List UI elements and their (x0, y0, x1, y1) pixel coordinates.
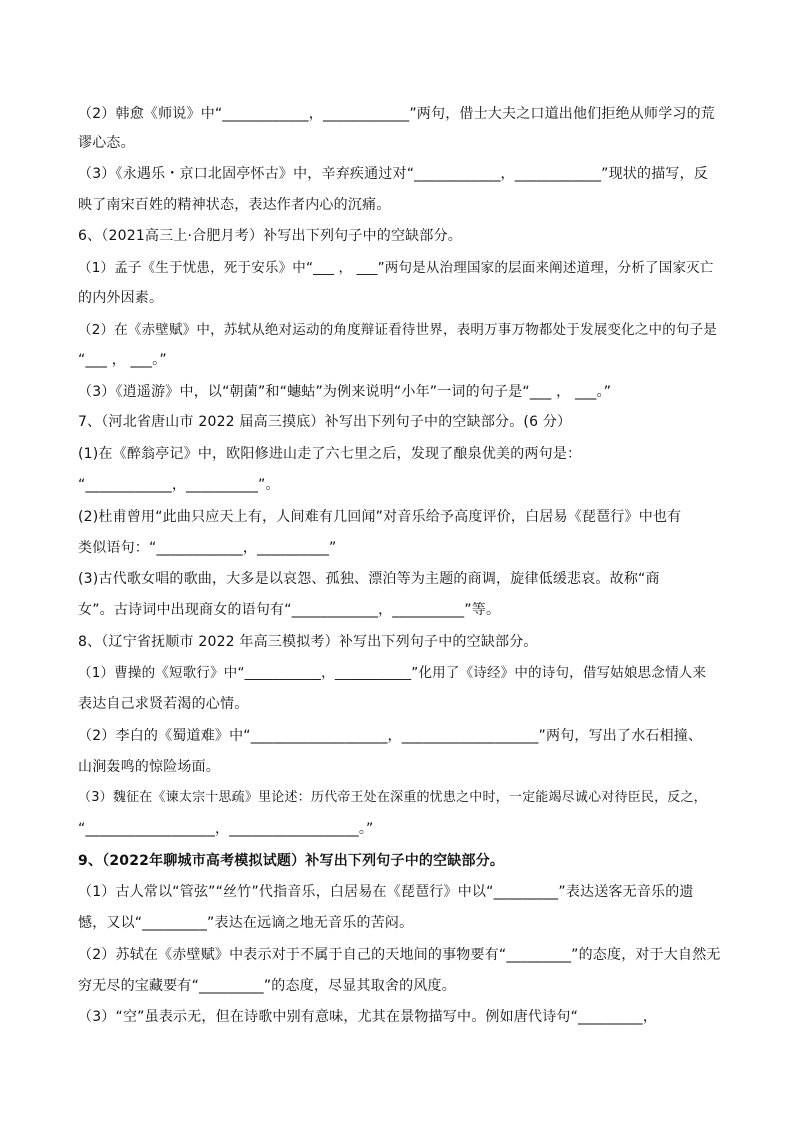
q6-item-2-line-2: “___ ， ___。” (78, 352, 167, 368)
q6-item-1-line-2: 的内外因素。 (78, 290, 164, 306)
q7-item-1-line-1: (1)在《醉翁亭记》中，欧阳修进山走了六七里之后，发现了酿泉优美的两句是： (78, 446, 582, 462)
q9-item-3-line-1: （3）“空”虽表示无，但在诗歌中别有意味，尤其在景物描写中。例如唐代诗句“_________， (78, 1009, 658, 1025)
question-7-heading: 7、（河北省唐山市 2022 届高三摸底）补写出下列句子中的空缺部分。(6 分） (78, 414, 572, 430)
q9-item-1-line-2: 憾，又以“_________”表达在远谪之地无音乐的苦闷。 (78, 915, 414, 931)
q6-item-1-line-1: （1）孟子《生于忧患，死于安乐》中“___ ， ___”两句是从治理国家的层面来阐述道理，分析了国家灭亡 (78, 260, 714, 276)
q7-item-3-line-1: (3)古代歌女唱的歌曲，大多是以哀怨、孤独、漂泊等为主题的商调，旋律低缓悲哀。故称“商 (78, 571, 660, 587)
q8-item-2-line-1: （2）李白的《蜀道难》中“___________________，___________________”两句，写出了水石相撞、 (78, 728, 703, 744)
q7-item-3-line-2: 女”。古诗词中出现商女的语句有“____________，__________”等。 (78, 602, 501, 618)
question-8-heading: 8、（辽宁省抚顺市 2022 年高三模拟考）补写出下列句子中的空缺部分。 (78, 634, 538, 650)
q8-item-1-line-2: 表达自己求贤若渴的心情。 (78, 696, 249, 712)
q8-item-1-line-1: （1）曹操的《短歌行》中“___________，___________”化用了《诗经》中的诗句，借写姑娘思念情人来 (78, 665, 707, 681)
q5-item-3-line-1: （3）《永遇乐・京口北固亭怀古》中，辛弃疾通过对“____________，____________”现状的描写，反 (78, 166, 709, 182)
q8-item-2-line-2: 山涧轰鸣的惊险场面。 (78, 759, 220, 775)
q9-item-2-line-2: 穷无尽的宝藏要有“_________”的态度，尽显其取舍的风度。 (78, 978, 456, 994)
q8-item-3-line-1: （3）魏征在《谏太宗十思疏》里论述：历代帝王处在深重的忧患之中时，一定能竭尽诚心对待臣民，反之， (78, 790, 707, 805)
q8-item-3-line-2: “__________________，__________________。” (78, 821, 374, 837)
q9-item-1-line-1: （1）古人常以“管弦”“丝竹”代指音乐，白居易在《琵琶行》中以“_________”表达送客无音乐的遗 (78, 884, 694, 900)
q5-item-3-line-2: 映了南宋百姓的精神状态，表达作者内心的沉痛。 (78, 197, 391, 213)
question-6-heading: 6、（2021高三上·合肥月考）补写出下列句子中的空缺部分。 (78, 228, 462, 244)
q7-item-2-line-1: (2)杜甫曾用“此曲只应天上有，人间难有几回闻”对音乐给予高度评价，白居易《琵琶行》中也有 (78, 509, 682, 525)
q6-item-3: （3）《逍遥游》中，以“朝菌”和“蟪蛄”为例来说明“小年”一词的句子是“___ ， ___。” (78, 384, 612, 400)
q7-item-1-line-2: “____________，__________”。 (78, 477, 280, 493)
q7-item-2-line-2: 类似语句：“____________，__________” (78, 540, 337, 556)
q6-item-2-line-1: （2）在《赤壁赋》中，苏轼从绝对运动的角度辩证看待世界，表明万事万物都处于发展变化之中的句子是 (78, 322, 717, 338)
q9-item-2-line-1: （2）苏轼在《赤壁赋》中表示对于不属于自己的天地间的事物要有“_________”的态度，对于大自然无 (78, 947, 721, 963)
q5-item-2-line-2: 谬心态。 (78, 135, 135, 151)
question-9-heading: 9、（2022年聊城市高考模拟试题）补写出下列句子中的空缺部分。 (78, 853, 505, 869)
q5-item-2-line-1: （2）韩愈《师说》中“____________，____________”两句，借士大夫之口道出他们拒绝从师学习的荒 (78, 106, 716, 122)
